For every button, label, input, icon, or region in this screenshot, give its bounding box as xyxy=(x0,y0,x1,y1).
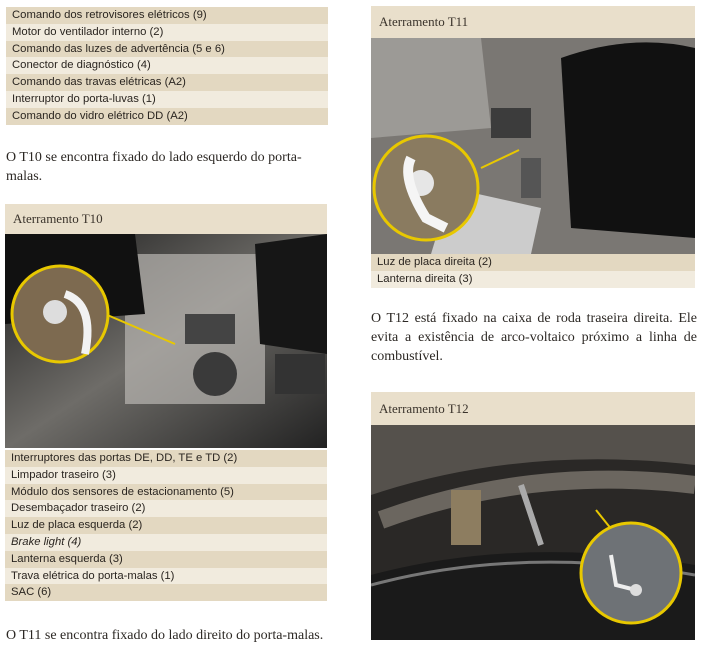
list-item: Comando dos retrovisores elétricos (9) xyxy=(6,7,328,24)
t10-photo xyxy=(5,234,327,448)
list-item: Limpador traseiro (3) xyxy=(5,467,327,484)
list-item: Trava elétrica do porta-malas (1) xyxy=(5,568,327,585)
list-item: Desembaçador traseiro (2) xyxy=(5,500,327,517)
list-item: Luz de placa esquerda (2) xyxy=(5,517,327,534)
list-item: Comando das luzes de advertência (5 e 6) xyxy=(6,41,328,58)
list-item: SAC (6) xyxy=(5,584,327,601)
t11-description: O T11 se encontra fixado do lado direito do porta-malas. xyxy=(6,628,324,643)
list-item: Conector de diagnóstico (4) xyxy=(6,57,328,74)
list-item: Módulo dos sensores de estacionamento (5) xyxy=(5,484,327,501)
list-item: Interruptor do porta-luvas (1) xyxy=(6,91,328,108)
t12-title: Aterramento T12 xyxy=(371,392,695,425)
t10-title: Aterramento T10 xyxy=(5,204,327,234)
list-item: Comando do vidro elétrico DD (A2) xyxy=(6,108,328,125)
list-item: Lanterna direita (3) xyxy=(371,271,695,288)
t11-component-list xyxy=(371,254,695,288)
top-component-list xyxy=(6,7,328,125)
t11-photo xyxy=(371,38,695,254)
list-item: Luz de placa direita (2) xyxy=(371,254,695,271)
t10-component-list xyxy=(5,450,327,601)
list-item: Interruptores das portas DE, DD, TE e TD (2) xyxy=(5,450,327,467)
t12-photo xyxy=(371,425,695,640)
t11-title: Aterramento T11 xyxy=(371,6,695,38)
list-item: Lanterna esquerda (3) xyxy=(5,551,327,568)
list-item: Comando das travas elétricas (A2) xyxy=(6,74,328,91)
t12-description: O T12 está fixado na caixa de roda traseira direita. Ele evita a existência de arco-voltaico próximo a linha de combustível. xyxy=(371,311,697,364)
t10-description: O T10 se encontra fixado do lado esquerdo do porta- malas. xyxy=(6,150,302,184)
list-item: Motor do ventilador interno (2) xyxy=(6,24,328,41)
list-item: Brake light (4) xyxy=(5,534,327,551)
